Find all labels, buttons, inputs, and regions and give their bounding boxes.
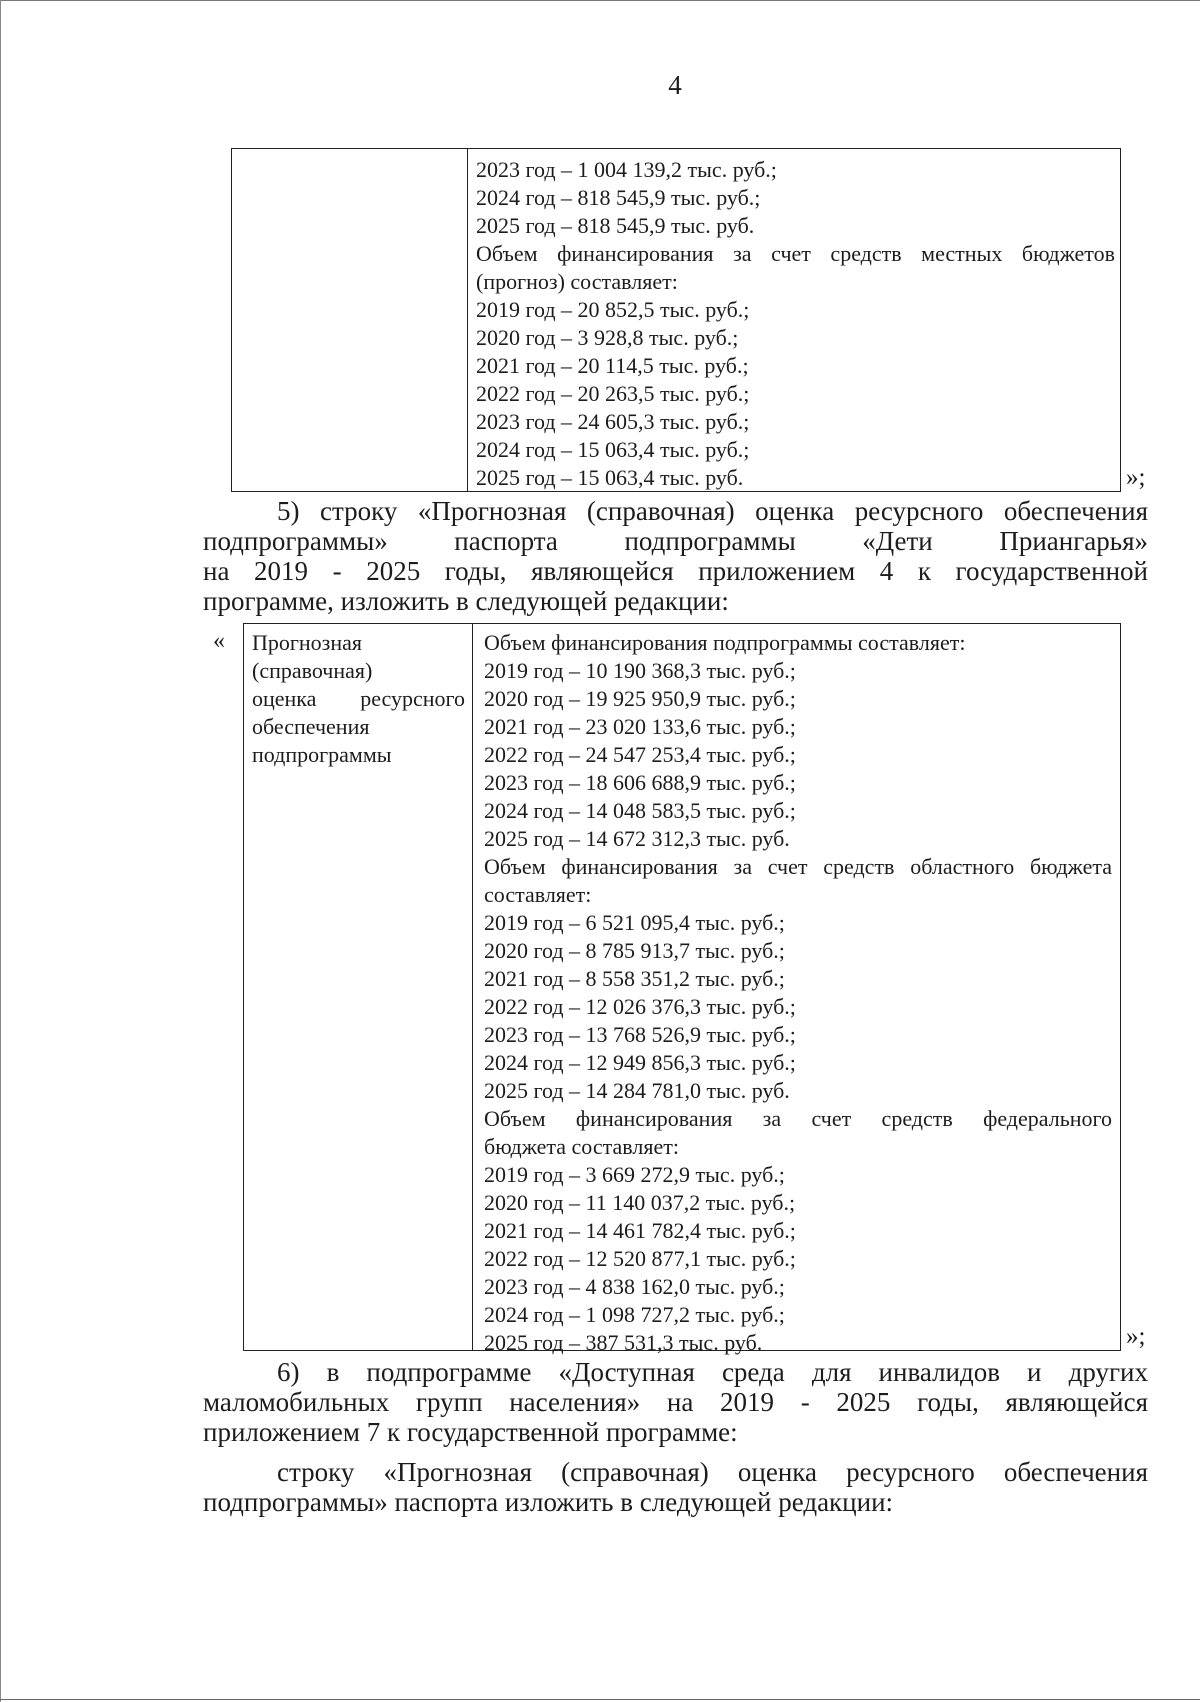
row-label: оценка ресурсного (252, 686, 465, 711)
list-item: 2021 год – 8 558 351,2 тыс. руб.; (484, 966, 785, 991)
list-item: 2021 год – 23 020 133,6 тыс. руб.; (484, 714, 796, 739)
regional-budget-heading: Объем финансирования за счет средств областного бюджета (484, 854, 1112, 879)
list-item: 2024 год – 14 048 583,5 тыс. руб.; (484, 798, 796, 823)
list-item: 2019 год – 10 190 368,3 тыс. руб.; (484, 658, 796, 683)
page-number: 4 (668, 70, 682, 100)
paragraph-7-line: строку «Прогнозная (справочная) оценка ресурсного обеспечения (277, 1457, 1148, 1487)
paragraph-6-line: маломобильных групп населения» на 2019 - 2025 годы, являющейся (203, 1387, 1148, 1417)
federal-budget-heading-cont: бюджета составляет: (484, 1134, 679, 1159)
table-value-cell (473, 624, 1120, 1355)
table-label-cell (244, 624, 473, 1350)
list-item: 2021 год – 20 114,5 тыс. руб.; (476, 353, 749, 378)
list-item: 2025 год – 15 063,4 тыс. руб. (476, 465, 744, 490)
list-item: 2020 год – 11 140 037,2 тыс. руб.; (484, 1190, 796, 1215)
list-item: 2024 год – 1 098 727,2 тыс. руб.; (484, 1302, 785, 1327)
row-label: обеспечения (252, 714, 370, 739)
paragraph-6-line: приложением 7 к государственной программе: (203, 1417, 738, 1447)
list-item: 2020 год – 19 925 950,9 тыс. руб.; (484, 686, 796, 711)
row-label: Прогнозная (252, 630, 363, 655)
local-budget-heading: Объем финансирования за счет средств местных бюджетов (476, 241, 1115, 266)
scan-edge-top (0, 0, 1200, 1)
financing-table (243, 623, 1121, 1355)
regional-budget-heading-cont: составляет: (484, 882, 592, 907)
list-item: 2020 год – 8 785 913,7 тыс. руб.; (484, 938, 785, 963)
list-item: 2022 год – 24 547 253,4 тыс. руб.; (484, 742, 796, 767)
closing-quote-2: »; (1126, 1323, 1146, 1350)
scan-edge-left (0, 0, 1, 1702)
list-item: 2021 год – 14 461 782,4 тыс. руб.; (484, 1218, 796, 1243)
list-item: 2023 год – 24 605,3 тыс. руб.; (476, 409, 750, 434)
paragraph-5-line: на 2019 - 2025 годы, являющейся приложением 4 к государственной (203, 556, 1148, 586)
list-item: 2023 год – 1 004 139,2 тыс. руб.; (476, 157, 777, 182)
list-item: 2020 год – 3 928,8 тыс. руб.; (476, 325, 739, 350)
table-left-cell (232, 149, 468, 491)
list-item: 2024 год – 15 063,4 тыс. руб.; (476, 437, 750, 462)
list-item: 2024 год – 818 545,9 тыс. руб.; (476, 185, 761, 210)
paragraph-5-line: 5) строку «Прогнозная (справочная) оценка ресурсного обеспечения (277, 496, 1148, 526)
paragraph-7-line: подпрограммы» паспорта изложить в следующей редакции: (203, 1487, 894, 1517)
opening-quote: « (213, 628, 225, 654)
paragraph-7 (203, 1457, 1148, 1517)
row-label: (справочная) (252, 658, 373, 683)
list-item: 2023 год – 18 606 688,9 тыс. руб.; (484, 770, 796, 795)
list-item: 2019 год – 3 669 272,9 тыс. руб.; (484, 1162, 785, 1187)
scan-edge-bottom (0, 1699, 1200, 1700)
paragraph-5-line: программе, изложить в следующей редакции: (203, 586, 729, 616)
paragraph-5-line: подпрограммы» паспорта подпрограммы «Дети Приангарья» (203, 526, 1148, 556)
list-item: 2025 год – 818 545,9 тыс. руб. (476, 213, 755, 238)
closing-quote-1: »; (1126, 464, 1146, 491)
federal-budget-heading: Объем финансирования за счет средств федерального (484, 1106, 1112, 1131)
paragraph-6 (203, 1357, 1148, 1447)
list-item: 2024 год – 12 949 856,3 тыс. руб.; (484, 1050, 796, 1075)
list-item: 2025 год – 387 531,3 тыс. руб. (484, 1330, 763, 1355)
list-item: 2019 год – 20 852,5 тыс. руб.; (476, 297, 750, 322)
table-right-cell (468, 149, 1120, 491)
list-item: 2022 год – 12 026 376,3 тыс. руб.; (484, 994, 796, 1019)
list-item: 2025 год – 14 284 781,0 тыс. руб. (484, 1078, 790, 1103)
row-label: подпрограммы (252, 742, 392, 767)
list-item: 2022 год – 12 520 877,1 тыс. руб.; (484, 1246, 796, 1271)
total-heading: Объем финансирования подпрограммы составляет: (484, 630, 966, 655)
paragraph-6-line: 6) в подпрограмме «Доступная среда для инвалидов и других (277, 1357, 1148, 1387)
financing-table-continued (231, 148, 1121, 492)
list-item: 2023 год – 4 838 162,0 тыс. руб.; (484, 1274, 785, 1299)
paragraph-5 (203, 496, 1148, 616)
list-item: 2025 год – 14 672 312,3 тыс. руб. (484, 826, 790, 851)
list-item: 2023 год – 13 768 526,9 тыс. руб.; (484, 1022, 796, 1047)
list-item: 2022 год – 20 263,5 тыс. руб.; (476, 381, 750, 406)
local-budget-heading-cont: (прогноз) составляет: (476, 269, 678, 294)
list-item: 2019 год – 6 521 095,4 тыс. руб.; (484, 910, 785, 935)
